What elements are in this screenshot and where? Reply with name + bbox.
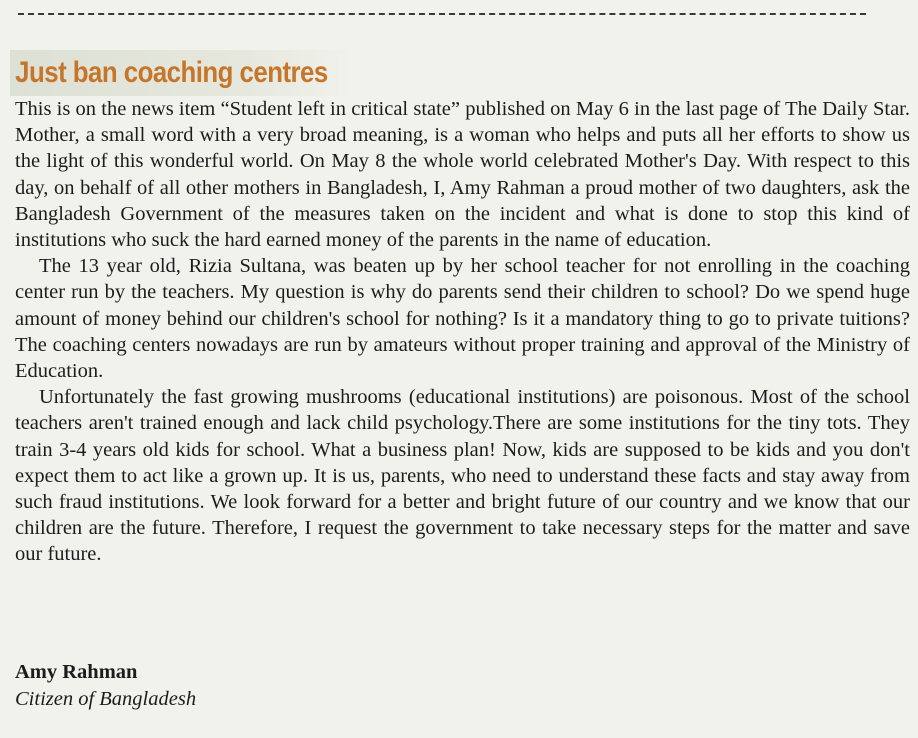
letter-body: [15, 96, 910, 568]
paragraph-3: Unfortunately the fast growing mushrooms (educational institutions) are poisonous. Most of the school teachers aren't trained enough and lack child psychology.There are some institutions for the tiny tots. They train 3-4 years old kids for school. What a business plan! Now, kids are supposed to be kids and you don't expect them to act like a grown up. It is us, parents, who need to understand these facts and stay away from such fraud institutions. We look forward for a better and bright future of our country and we know that our children are the future. Therefore, I request the government to take necessary steps for the matter and save our future.: [15, 386, 910, 566]
letter-headline: Just ban coaching centres: [10, 50, 351, 96]
paragraph-1: This is on the news item “Student left in critical state” published on May 6 in the last page of The Daily Star. Mother, a small word with a very broad meaning, is a woman who helps and puts all her efforts to show us the light of this wonderful world. On May 8 the whole world celebrated Mother's Day. With respect to this day, on behalf of all other mothers in Bangladesh, I, Amy Rahman a proud mother of two daughters, ask the Bangladesh Government of the measures taken on the incident and what is done to stop this kind of institutions who suck the hard earned money of the parents in the name of education.: [15, 98, 910, 252]
dashed-divider: [18, 13, 866, 15]
author-name: Amy Rahman: [15, 661, 138, 683]
paragraph-2: The 13 year old, Rizia Sultana, was beaten up by her school teacher for not enrolling in the coaching center run by the teachers. My question is why do parents send their children to school? Do we spend huge amount of money behind our children's school for nothing? Is it a mandatory thing to go to private tuitions? The coaching centers nowadays are run by amateurs without proper training and approval of the Ministry of Education.: [15, 255, 910, 383]
author-affiliation: Citizen of Bangladesh: [15, 688, 197, 710]
